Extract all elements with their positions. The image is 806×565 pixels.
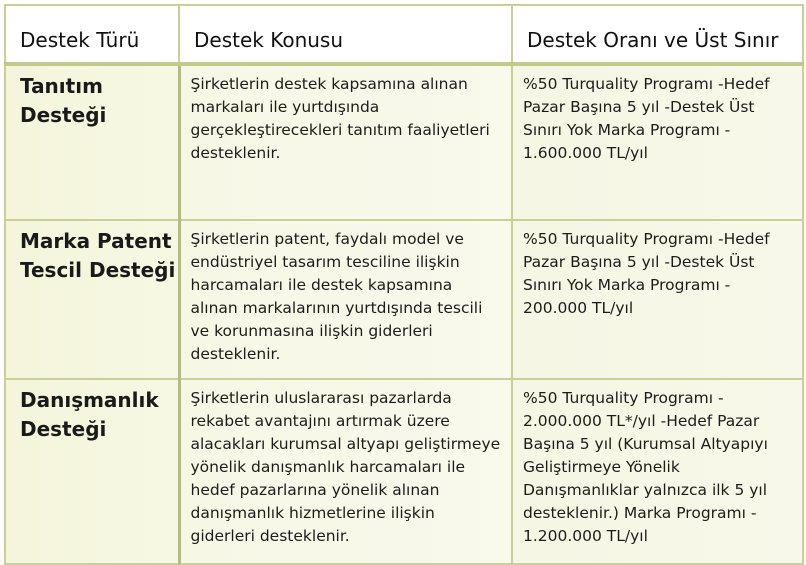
support-rate-cell: %50 Turquality Programı - 2.000.000 TL*/yıl -Hedef Pazar Başına 5 yıl (Kurumsal Altyapıyı Geliştirmeye Yönelik Danışmanlıklar yalnızca ilk 5 yıl desteklenir.) Marka Programı - 1.200.000 TL/yıl — [512, 379, 803, 564]
table-row — [5, 220, 803, 379]
header-destek-konusu: Destek Konusu — [179, 5, 512, 64]
support-table — [4, 4, 804, 565]
header-destek-orani: Destek Oranı ve Üst Sınır — [512, 5, 803, 64]
support-type-cell: Tanıtım Desteği — [5, 64, 179, 220]
support-type-cell: Marka Patent Tescil Desteği — [5, 220, 179, 379]
header-destek-turu: Destek Türü — [5, 5, 179, 64]
support-type-cell: Danışmanlık Desteği — [5, 379, 179, 564]
support-topic-cell: Şirketlerin uluslararası pazarlarda rekabet avantajını artırmak üzere alacakları kurumsal altyapı geliştirmeye yönelik danışmanlık harcamaları ile hedef pazarlarına yönelik alınan danışmanlık hizmetlerine ilişkin giderleri desteklenir. — [179, 379, 512, 564]
support-topic-cell: Şirketlerin destek kapsamına alınan markaları ile yurtdışında gerçekleştirecekleri tanıtım faaliyetleri desteklenir. — [179, 64, 512, 220]
support-topic-cell: Şirketlerin patent, faydalı model ve endüstriyel tasarım tesciline ilişkin harcamaları ile destek kapsamına alınan markalarının yurtdışında tescili ve korunmasına ilişkin giderleri desteklenir. — [179, 220, 512, 379]
support-rate-cell: %50 Turquality Programı -Hedef Pazar Başına 5 yıl -Destek Üst Sınırı Yok Marka Programı - 200.000 TL/yıl — [512, 220, 803, 379]
table-row — [5, 379, 803, 564]
support-rate-cell: %50 Turquality Programı -Hedef Pazar Başına 5 yıl -Destek Üst Sınırı Yok Marka Programı - 1.600.000 TL/yıl — [512, 64, 803, 220]
header-row — [5, 5, 803, 64]
table-row — [5, 64, 803, 220]
